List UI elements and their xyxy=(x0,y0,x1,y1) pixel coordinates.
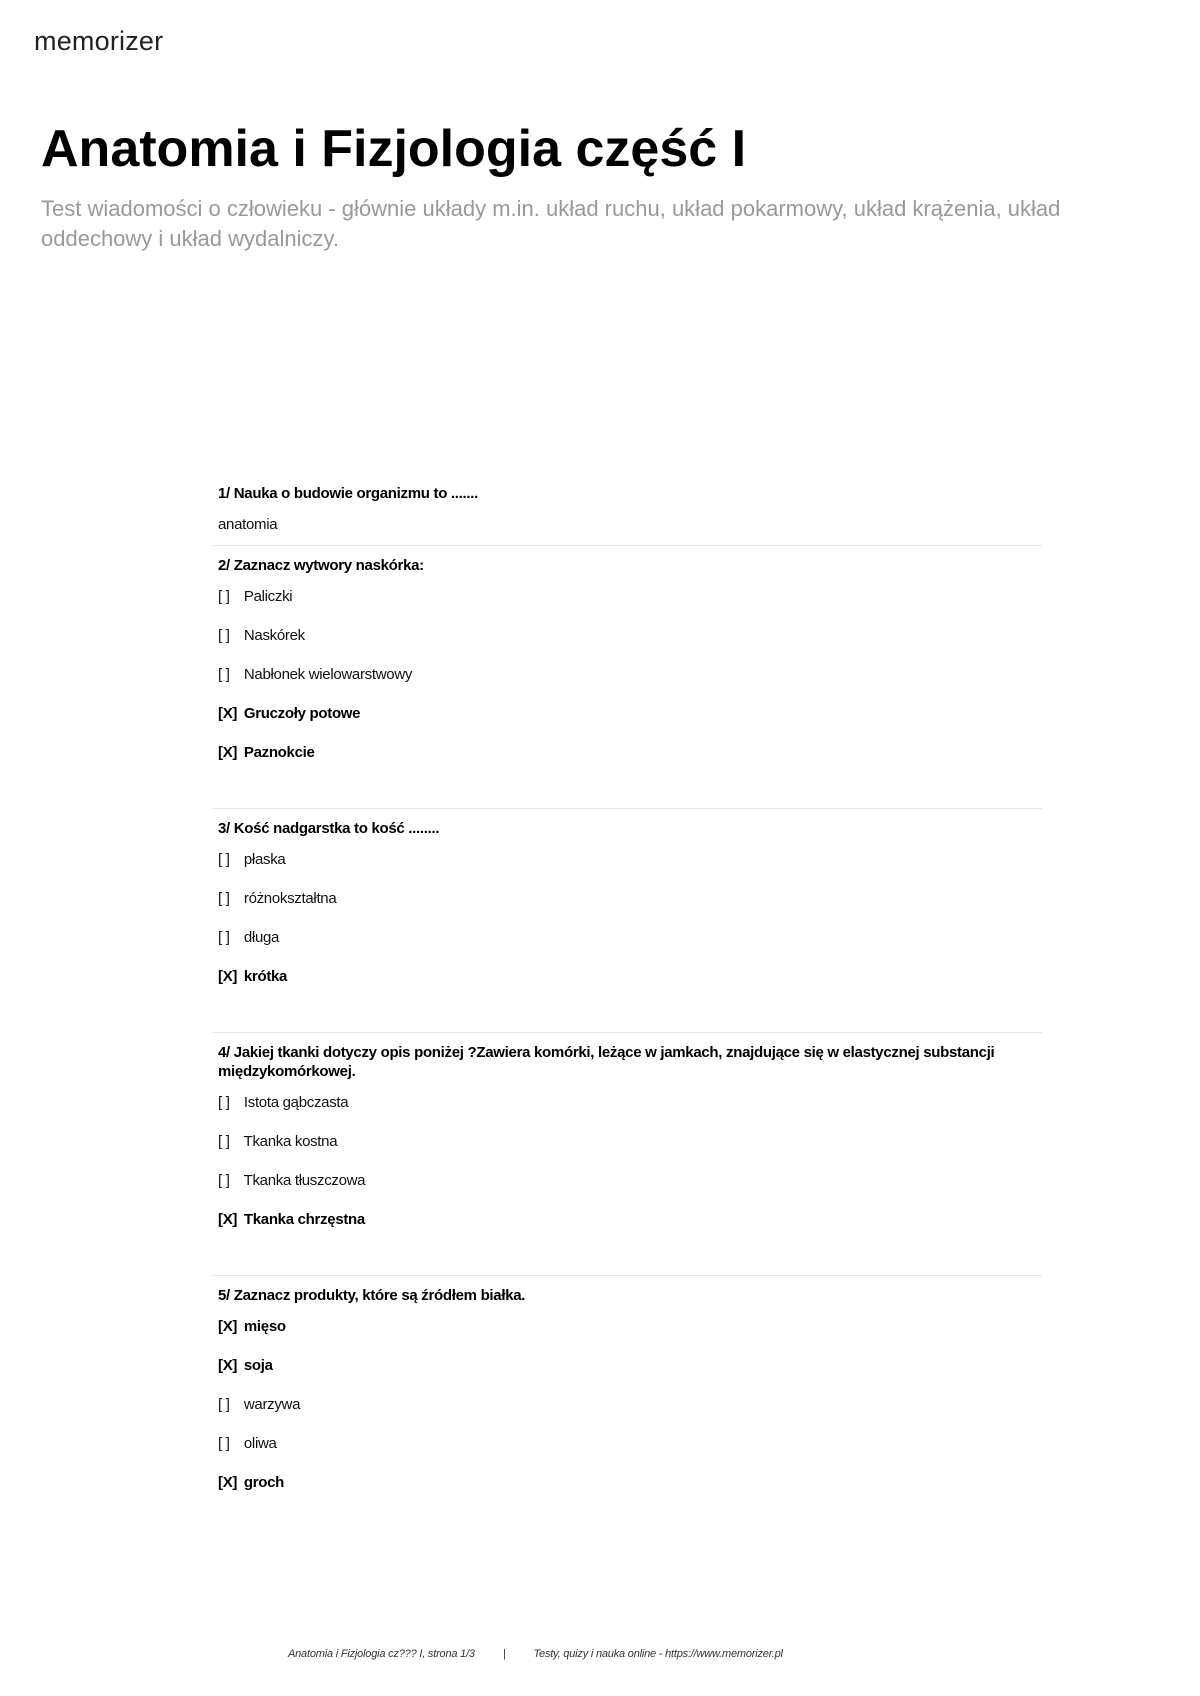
checkbox-mark: [ ] xyxy=(218,1094,230,1111)
checkbox-mark: [X] xyxy=(218,744,238,761)
option-item xyxy=(218,1093,1042,1112)
question-2 xyxy=(212,546,1042,809)
option-label: Tkanka tłuszczowa xyxy=(243,1172,366,1189)
checkbox-mark: [X] xyxy=(218,705,238,722)
question-text: 5/ Zaznacz produkty, które są źródłem białka. xyxy=(218,1287,526,1304)
option-item xyxy=(218,1434,1042,1453)
option-item-selected xyxy=(218,704,1042,723)
option-item xyxy=(218,850,1042,869)
option-item xyxy=(218,1132,1042,1151)
option-label: różnokształtna xyxy=(243,890,337,907)
option-item xyxy=(218,1171,1042,1190)
option-item-selected xyxy=(218,743,1042,762)
checkbox-mark: [ ] xyxy=(218,1133,230,1150)
question-1 xyxy=(212,484,1042,546)
option-label: długa xyxy=(243,929,280,946)
checkbox-mark: [ ] xyxy=(218,1396,230,1413)
question-text: 4/ Jakiej tkanki dotyczy opis poniżej ?Zawiera komórki, leżące w jamkach, znajdujące się w elastycznej substancji międzykomórkowej. xyxy=(218,1044,995,1080)
question-4 xyxy=(212,1033,1042,1276)
footer-site-link[interactable]: Testy, quizy i nauka online - https://www.memorizer.pl xyxy=(533,1648,783,1660)
option-item xyxy=(218,1395,1042,1414)
question-text: 1/ Nauka o budowie organizmu to ....... xyxy=(218,485,478,502)
checkbox-mark: [X] xyxy=(218,968,238,985)
option-label: warzywa xyxy=(243,1396,301,1413)
checkbox-mark: [ ] xyxy=(218,666,230,683)
footer-separator: | xyxy=(502,1648,506,1660)
option-label: Paliczki xyxy=(243,588,293,605)
option-item xyxy=(218,665,1042,684)
checkbox-mark: [X] xyxy=(218,1474,238,1491)
option-item-selected xyxy=(218,1210,1042,1229)
checkbox-mark: [ ] xyxy=(218,588,230,605)
checkbox-mark: [ ] xyxy=(218,851,230,868)
question-5 xyxy=(212,1276,1042,1492)
option-label: mięso xyxy=(243,1318,286,1335)
option-label: Naskórek xyxy=(243,627,305,644)
checkbox-mark: [ ] xyxy=(218,627,230,644)
question-text: 2/ Zaznacz wytwory naskórka: xyxy=(218,557,424,574)
quiz-questions xyxy=(212,484,1042,1512)
checkbox-mark: [ ] xyxy=(218,929,230,946)
option-label: Tkanka chrzęstna xyxy=(243,1211,365,1228)
option-item-selected xyxy=(218,1317,1042,1336)
question-3 xyxy=(212,809,1042,1033)
footer-page-info: Anatomia i Fizjologia cz??? I, strona 1/3 xyxy=(288,1648,475,1660)
option-label: płaska xyxy=(243,851,286,868)
option-item-selected xyxy=(218,1356,1042,1375)
page-subtitle: Test wiadomości o człowieku - głównie układy m.in. układ ruchu, układ pokarmowy, układ krążenia, układ oddechowy i układ wydalniczy. xyxy=(41,196,1061,251)
question-text: 3/ Kość nadgarstka to kość ........ xyxy=(218,820,440,837)
option-label: Tkanka kostna xyxy=(243,1133,338,1150)
answer-text: anatomia xyxy=(218,516,278,533)
checkbox-mark: [ ] xyxy=(218,1435,230,1452)
option-item xyxy=(218,587,1042,606)
option-label: Paznokcie xyxy=(243,744,315,761)
page-title: Anatomia i Fizjologia część I xyxy=(41,120,747,178)
memorizer-logo: memorizer xyxy=(34,26,164,56)
option-label: oliwa xyxy=(243,1435,277,1452)
option-item xyxy=(218,889,1042,908)
checkbox-mark: [X] xyxy=(218,1211,238,1228)
option-label: Gruczoły potowe xyxy=(243,705,361,722)
page-footer xyxy=(288,1648,783,1660)
checkbox-mark: [X] xyxy=(218,1357,238,1374)
option-label: Istota gąbczasta xyxy=(243,1094,349,1111)
option-label: soja xyxy=(243,1357,273,1374)
checkbox-mark: [ ] xyxy=(218,1172,230,1189)
option-item xyxy=(218,626,1042,645)
option-label: groch xyxy=(243,1474,285,1491)
option-item xyxy=(218,928,1042,947)
option-label: krótka xyxy=(243,968,288,985)
option-item-selected xyxy=(218,967,1042,986)
checkbox-mark: [ ] xyxy=(218,890,230,907)
option-item-selected xyxy=(218,1473,1042,1492)
checkbox-mark: [X] xyxy=(218,1318,238,1335)
option-label: Nabłonek wielowarstwowy xyxy=(243,666,413,683)
